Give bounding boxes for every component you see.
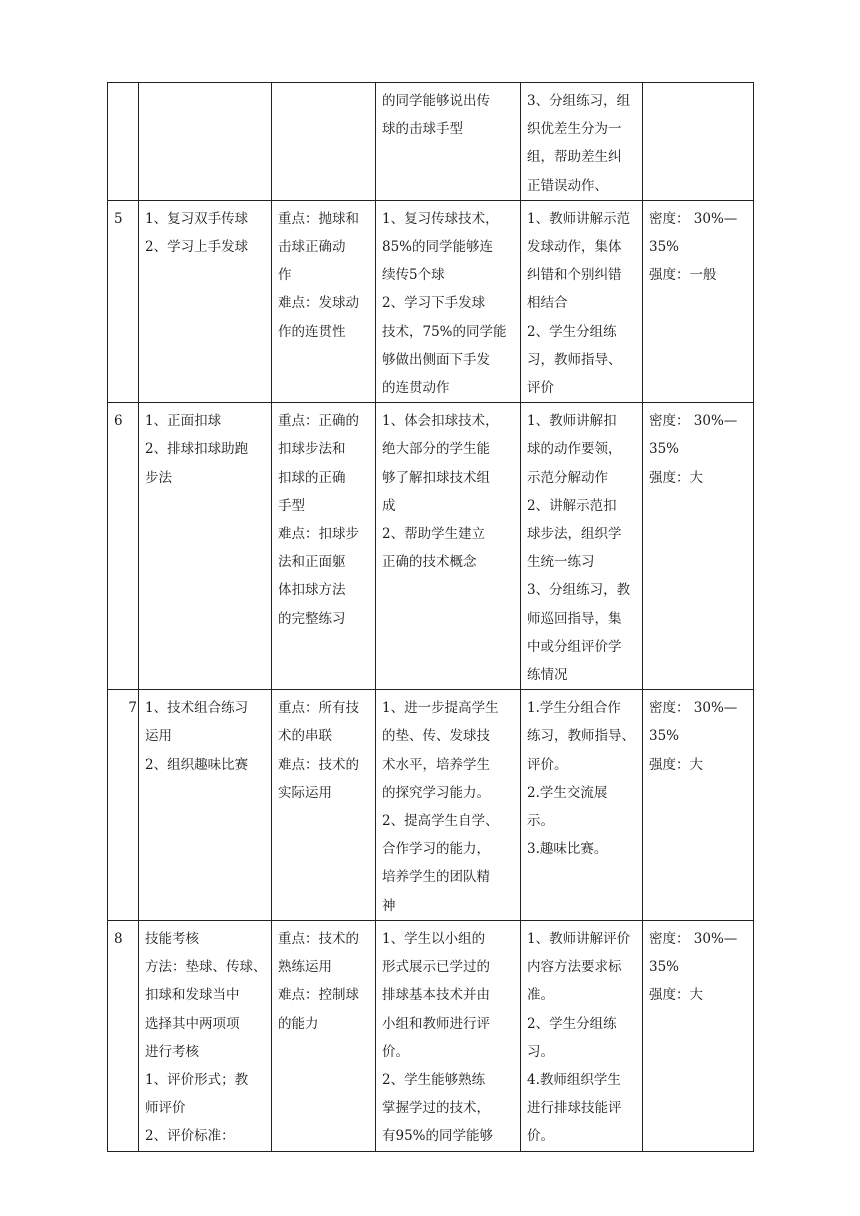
load-cell xyxy=(643,83,754,201)
lesson-number-cell xyxy=(108,83,139,201)
key-points-cell: 重点：技术的 熟练运用 难点：控制球 的能力 xyxy=(272,920,376,1151)
table-row xyxy=(108,920,754,1151)
key-points-cell: 重点：所有技 术的串联 难点：技术的 实际运用 xyxy=(272,690,376,921)
methods-cell: 1、教师讲解扣 球的动作要领， 示范分解动作 2、讲解示范扣 球步法，组织学 生统一练习 3、分组练习，教 师巡回指导，集 中或分组评价学 练情况 xyxy=(521,403,643,690)
methods-cell: 1、教师讲解评价 内容方法要求标 准。 2、学生分组练 习。 4.教师组织学生 进行排球技能评 价。 xyxy=(521,920,643,1151)
teaching-plan-table xyxy=(107,82,754,1152)
methods-cell: 1、教师讲解示范 发球动作，集体 纠错和个别纠错 相结合 2、学生分组练 习，教师指导、 评价 xyxy=(521,200,643,402)
content-cell: 技能考核 方法：垫球、传球、 扣球和发球当中 选择其中两项项 进行考核 1、评价形式；教 师评价 2、评价标准： xyxy=(139,920,272,1151)
content-cell xyxy=(139,83,272,201)
content-cell: 1、技术组合练习 运用 2、组织趣味比赛 xyxy=(139,690,272,921)
lesson-number-cell: 8 xyxy=(108,920,139,1151)
load-cell: 密度： 30%— 35% 强度：一般 xyxy=(643,200,754,402)
load-cell: 密度： 30%— 35% 强度：大 xyxy=(643,690,754,921)
load-cell: 密度： 30%— 35% 强度：大 xyxy=(643,920,754,1151)
lesson-number-cell: 7 xyxy=(108,690,139,921)
goals-cell: 1、复习传球技术， 85%的同学能够连 续传5个球 2、学习下手发球 技术，75%的同学能 够做出侧面下手发 的连贯动作 xyxy=(376,200,521,402)
key-points-cell: 重点：抛球和 击球正确动 作 难点：发球动 作的连贯性 xyxy=(272,200,376,402)
methods-cell: 3、分组练习，组 织优差生分为一 组，帮助差生纠 正错误动作、 xyxy=(521,83,643,201)
goals-cell: 的同学能够说出传 球的击球手型 xyxy=(376,83,521,201)
goals-cell: 1、进一步提高学生 的垫、传、发球技 术水平，培养学生 的探究学习能力。 2、提高学生自学、 合作学习的能力， 培养学生的团队精 神 xyxy=(376,690,521,921)
table-row xyxy=(108,83,754,201)
table-row xyxy=(108,403,754,690)
key-points-cell: 重点：正确的 扣球步法和 扣球的正确 手型 难点：扣球步 法和正面躯 体扣球方法 的完整练习 xyxy=(272,403,376,690)
lesson-number-cell: 5 xyxy=(108,200,139,402)
lesson-number-cell: 6 xyxy=(108,403,139,690)
key-points-cell xyxy=(272,83,376,201)
table-row xyxy=(108,690,754,921)
content-cell: 1、复习双手传球 2、学习上手发球 xyxy=(139,200,272,402)
goals-cell: 1、学生以小组的 形式展示已学过的 排球基本技术并由 小组和教师进行评 价。 2、学生能够熟练 掌握学过的技术， 有95%的同学能够 xyxy=(376,920,521,1151)
goals-cell: 1、体会扣球技术， 绝大部分的学生能 够了解扣球技术组 成 2、帮助学生建立 正确的技术概念 xyxy=(376,403,521,690)
load-cell: 密度： 30%— 35% 强度：大 xyxy=(643,403,754,690)
content-cell: 1、正面扣球 2、排球扣球助跑 步法 xyxy=(139,403,272,690)
methods-cell: 1.学生分组合作 练习，教师指导、 评价。 2.学生交流展 示。 3.趣味比赛。 xyxy=(521,690,643,921)
table-row xyxy=(108,200,754,402)
